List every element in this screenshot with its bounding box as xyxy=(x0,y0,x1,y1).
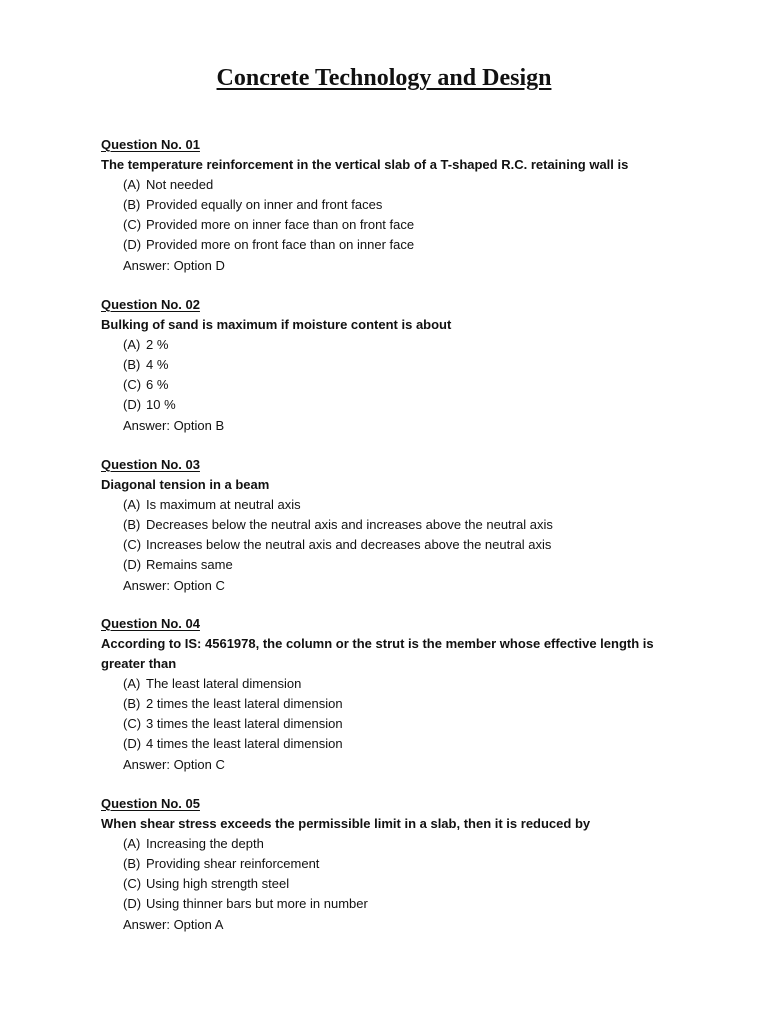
option-text: Provided equally on inner and front faces xyxy=(146,197,383,212)
option-b xyxy=(101,694,681,714)
question-block-4 xyxy=(101,614,681,775)
option-text: Increases below the neutral axis and decreases above the neutral axis xyxy=(146,537,552,552)
question-heading: Question No. 01 xyxy=(101,137,200,152)
option-b xyxy=(101,515,681,535)
option-letter: (C) xyxy=(123,876,142,891)
option-letter: (B) xyxy=(123,197,141,212)
answer-text: Answer: Option D xyxy=(123,258,225,273)
question-heading: Question No. 04 xyxy=(101,616,200,631)
option-a xyxy=(101,674,681,694)
option-letter: (C) xyxy=(123,537,142,552)
option-c xyxy=(101,714,681,734)
option-text: Using high strength steel xyxy=(146,876,290,891)
option-text: Provided more on front face than on inner face xyxy=(146,237,415,252)
option-text: 10 % xyxy=(146,397,176,412)
option-letter: (B) xyxy=(123,696,141,711)
answer-text: Answer: Option C xyxy=(123,757,225,772)
options-list xyxy=(101,175,681,255)
option-letter: (B) xyxy=(123,357,141,372)
option-text: The least lateral dimension xyxy=(146,676,302,691)
option-text: Remains same xyxy=(146,557,233,572)
option-text: Is maximum at neutral axis xyxy=(146,497,301,512)
option-letter: (C) xyxy=(123,716,142,731)
option-c xyxy=(101,874,681,894)
option-letter: (A) xyxy=(123,337,141,352)
option-text: Decreases below the neutral axis and increases above the neutral axis xyxy=(146,517,553,532)
answer-text: Answer: Option B xyxy=(123,418,225,433)
option-d xyxy=(101,235,681,255)
option-letter: (A) xyxy=(123,836,141,851)
question-text: When shear stress exceeds the permissible limit in a slab, then it is reduced by xyxy=(101,816,591,831)
option-d xyxy=(101,894,681,914)
option-a xyxy=(101,175,681,195)
option-text: 6 % xyxy=(146,377,169,392)
question-text: Diagonal tension in a beam xyxy=(101,477,270,492)
option-text: Not needed xyxy=(146,177,214,192)
option-c xyxy=(101,535,681,555)
option-letter: (D) xyxy=(123,896,142,911)
option-d xyxy=(101,734,681,754)
answer-text: Answer: Option A xyxy=(123,917,224,932)
option-text: 4 times the least lateral dimension xyxy=(146,736,343,751)
option-b xyxy=(101,355,681,375)
option-text: Using thinner bars but more in number xyxy=(146,896,368,911)
options-list xyxy=(101,834,681,914)
option-letter: (C) xyxy=(123,377,142,392)
option-text: Provided more on inner face than on front face xyxy=(146,217,415,232)
option-letter: (B) xyxy=(123,517,141,532)
option-text: Providing shear reinforcement xyxy=(146,856,320,871)
question-heading: Question No. 05 xyxy=(101,796,200,811)
option-letter: (C) xyxy=(123,217,142,232)
option-a xyxy=(101,495,681,515)
question-block-2 xyxy=(101,295,681,436)
option-letter: (D) xyxy=(123,237,142,252)
option-text: Increasing the depth xyxy=(146,836,264,851)
option-letter: (D) xyxy=(123,736,142,751)
question-text: According to IS: 4561978, the column or the strut is the member whose effective length is greater than xyxy=(101,636,654,671)
option-letter: (B) xyxy=(123,856,141,871)
option-text: 2 % xyxy=(146,337,169,352)
option-text: 2 times the least lateral dimension xyxy=(146,696,343,711)
option-text: 4 % xyxy=(146,357,169,372)
question-block-3 xyxy=(101,455,681,596)
option-letter: (A) xyxy=(123,497,141,512)
option-letter: (D) xyxy=(123,397,142,412)
answer-text: Answer: Option C xyxy=(123,578,225,593)
option-b xyxy=(101,854,681,874)
options-list xyxy=(101,674,681,754)
options-list xyxy=(101,335,681,415)
question-text: Bulking of sand is maximum if moisture content is about xyxy=(101,317,452,332)
question-block-5 xyxy=(101,794,681,935)
question-heading: Question No. 03 xyxy=(101,457,200,472)
option-a xyxy=(101,335,681,355)
option-d xyxy=(101,395,681,415)
option-d xyxy=(101,555,681,575)
options-list xyxy=(101,495,681,575)
option-c xyxy=(101,215,681,235)
option-letter: (A) xyxy=(123,177,141,192)
option-letter: (D) xyxy=(123,557,142,572)
document-title xyxy=(0,62,768,94)
question-text: The temperature reinforcement in the vertical slab of a T-shaped R.C. retaining wall is xyxy=(101,157,629,172)
question-heading: Question No. 02 xyxy=(101,297,200,312)
option-a xyxy=(101,834,681,854)
option-text: 3 times the least lateral dimension xyxy=(146,716,343,731)
option-letter: (A) xyxy=(123,676,141,691)
option-b xyxy=(101,195,681,215)
option-c xyxy=(101,375,681,395)
question-block-1 xyxy=(101,135,681,276)
document-title-text: Concrete Technology and Design xyxy=(216,65,552,91)
